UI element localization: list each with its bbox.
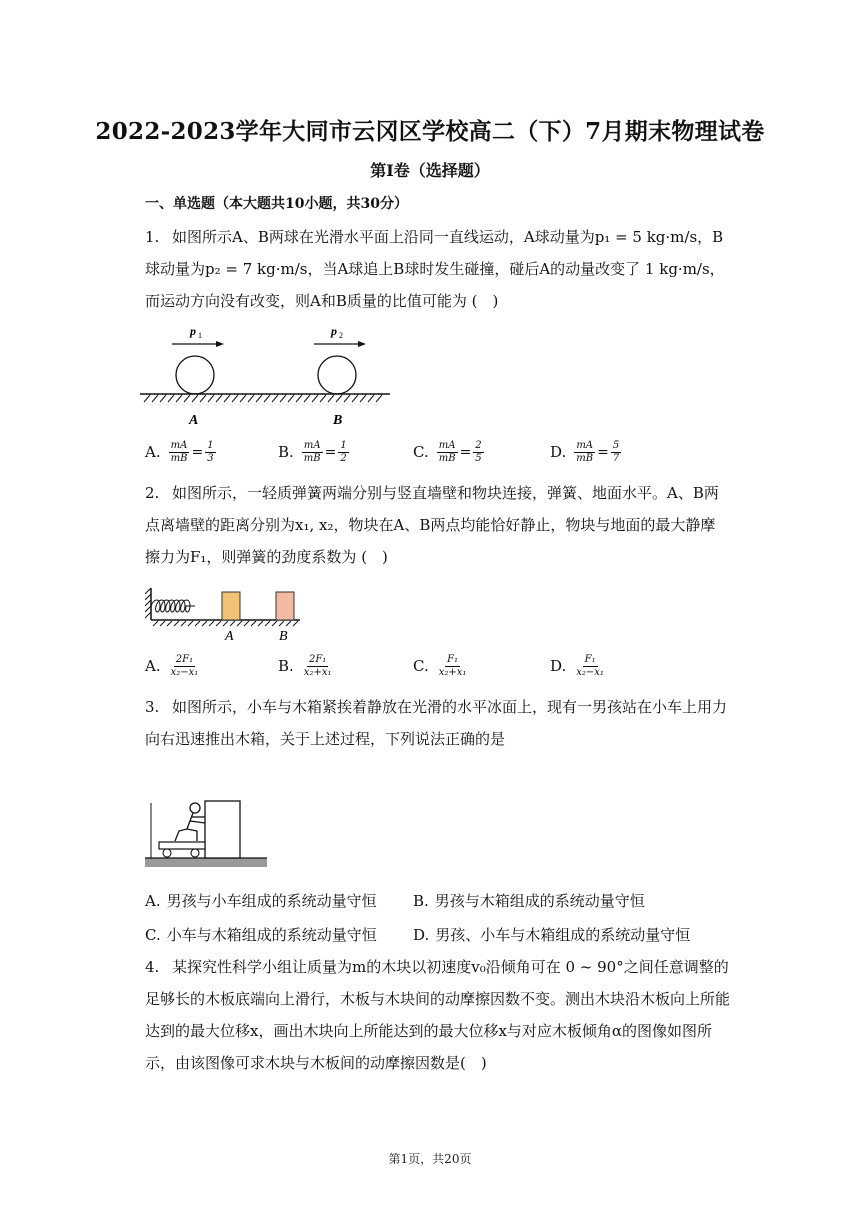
q1-option-b[interactable]: B. $\frac{mA}{mB}$ = $\frac{1}{2}$	[278, 440, 347, 464]
cart	[159, 842, 205, 849]
label-p2-sub: 2	[339, 331, 343, 340]
fraction	[302, 654, 334, 679]
option-label: C.	[145, 926, 161, 944]
question-1-figure	[140, 318, 390, 430]
question-3-figure	[145, 797, 270, 872]
frac-den: 5	[475, 453, 482, 464]
frac-den: x₂−x₁	[576, 667, 604, 678]
frac-num: mA	[438, 440, 456, 451]
option-label: C.	[413, 656, 429, 675]
frac-num: 1	[207, 440, 214, 451]
label-p1: p	[190, 324, 196, 338]
frac-den: mB	[438, 453, 456, 464]
q2-option-a[interactable]	[145, 654, 202, 679]
frac-num: mA	[303, 440, 321, 451]
question-4-number: 4.	[145, 958, 160, 976]
question-4-text: 某探究性科学小组让质量为m的木块以初速度v₀沿倾角可在 0 ~ 90°之间任意调整的足够长的木板底端向上滑行，木板与木块间的动摩擦因数不变。测出木块沿木板向上所能达到的最大位移x，画出木块向上所能达到的最大位移x与对应木板倾角α的图像如图所示，由该图像可求木块与木板间的动摩擦因数是( )	[145, 958, 731, 1072]
fraction-rhs	[205, 440, 215, 465]
frac-den: mB	[170, 453, 188, 464]
q2-option-b[interactable]	[278, 654, 335, 679]
question-1-number: 1.	[145, 228, 160, 246]
question-2-text: 如图所示，一轻质弹簧两端分别与竖直墙壁和物块连接，弹簧、地面水平。A、B两点离墙壁的距离分别为x₁, x₂，物块在A、B两点均能恰好静止，物块与地面的最大静摩擦力为F₁，则弹簧的劲度系数为 ( )	[145, 484, 719, 566]
option-label: A.	[145, 656, 161, 675]
section-heading: 一、单选题（本大题共10小题，共30分）	[145, 196, 408, 212]
label-a: A	[189, 413, 199, 428]
frac-num: 2F₁	[308, 654, 327, 665]
frac-num: mA	[170, 440, 188, 451]
label-b: B	[333, 413, 343, 428]
fraction-lhs	[437, 440, 458, 465]
option-label: B.	[278, 656, 294, 675]
q1-option-a[interactable]: A. $\frac{mA}{mB}$ = $\frac{1}{3}$	[145, 440, 214, 464]
frac-num: 5	[612, 440, 620, 451]
option-text: 男孩与小车组成的系统动量守恒	[166, 892, 377, 910]
question-3-text: 如图所示，小车与木箱紧挨着静放在光滑的水平冰面上，现有一男孩站在小车上用力向右迅速推出木箱，关于上述过程，下列说法正确的是	[145, 698, 728, 748]
option-text: 男孩、小车与木箱组成的系统动量守恒	[435, 926, 691, 944]
label-p1-sub: 1	[198, 331, 202, 340]
block-b	[276, 592, 294, 620]
fraction	[437, 654, 469, 679]
q2-option-d[interactable]	[550, 654, 608, 679]
q3-option-a[interactable]	[145, 890, 377, 911]
question-2-figure	[145, 582, 305, 642]
frac-den: x₂−x₁	[170, 667, 199, 678]
option-label: D.	[413, 926, 430, 944]
label-p2: p	[331, 324, 337, 338]
frac-den: mB	[576, 453, 594, 464]
question-4	[145, 951, 730, 1079]
question-3	[145, 691, 730, 755]
frac-den: 2	[340, 453, 347, 464]
label-a: A	[225, 629, 234, 642]
q3-option-d[interactable]	[413, 924, 690, 945]
question-1-text: 如图所示A、B两球在光滑水平面上沿同一直线运动，A球动量为p₁ = 5 kg·m/s，B球动量为p₂ = 7 kg·m/s，当A球追上B球时发生碰撞，碰后A的动量改变了 1 kg·m/s，而运动方向没有改变，则A和B质量的比值可能为 ( )	[145, 228, 725, 310]
option-label: D.	[550, 656, 567, 675]
fraction-lhs	[169, 440, 190, 465]
option-text: 小车与木箱组成的系统动量守恒	[166, 926, 377, 944]
option-text: 男孩与木箱组成的系统动量守恒	[434, 892, 645, 910]
fraction-rhs	[473, 440, 483, 465]
fraction	[169, 654, 201, 679]
frac-den: x₂+x₁	[438, 667, 467, 678]
spring	[151, 600, 195, 612]
q1-option-c[interactable]: C. $\frac{mA}{mB}$ = $\frac{2}{5}$	[413, 440, 482, 464]
option-label: B.	[278, 442, 294, 461]
exam-title: 2022-2023学年大同市云冈区学校高二（下）7月期末物理试卷	[95, 118, 765, 145]
frac-num: F₁	[447, 654, 459, 665]
fraction-rhs	[338, 440, 348, 465]
option-label: A.	[145, 442, 161, 461]
fraction-lhs	[574, 440, 595, 465]
frac-den: x₂+x₁	[303, 667, 332, 678]
wooden-box	[205, 801, 240, 858]
frac-num: 2	[475, 440, 482, 451]
frac-den: 3	[207, 453, 214, 464]
exam-subtitle: 第I卷（选择题）	[370, 161, 490, 180]
frac-den: 7	[612, 453, 620, 464]
page-footer: 第1页，共20页	[388, 1152, 472, 1166]
option-label: A.	[145, 892, 161, 910]
question-2	[145, 477, 730, 573]
fraction	[574, 654, 606, 679]
q1-option-d[interactable]: D. $\frac{mA}{mB}$ = $\frac{5}{7}$	[550, 440, 620, 464]
question-1	[145, 221, 730, 317]
frac-num: F₁	[584, 654, 596, 665]
fraction-rhs	[611, 440, 621, 465]
q2-option-c[interactable]	[413, 654, 470, 679]
frac-num: 2F₁	[175, 654, 194, 665]
boy-figure	[175, 803, 205, 841]
question-3-number: 3.	[145, 698, 160, 716]
frac-den: mB	[303, 453, 321, 464]
ball-b	[318, 356, 356, 394]
frac-num: mA	[576, 440, 594, 451]
option-label: D.	[550, 442, 567, 461]
ball-a	[176, 356, 214, 394]
fraction-lhs	[302, 440, 323, 465]
option-label: C.	[413, 442, 429, 461]
label-b: B	[279, 629, 288, 642]
question-2-number: 2.	[145, 484, 160, 502]
q3-option-c[interactable]	[145, 924, 377, 945]
block-a	[222, 592, 240, 620]
option-label: B.	[413, 892, 429, 910]
frac-num: 1	[340, 440, 347, 451]
q3-option-b[interactable]	[413, 890, 645, 911]
